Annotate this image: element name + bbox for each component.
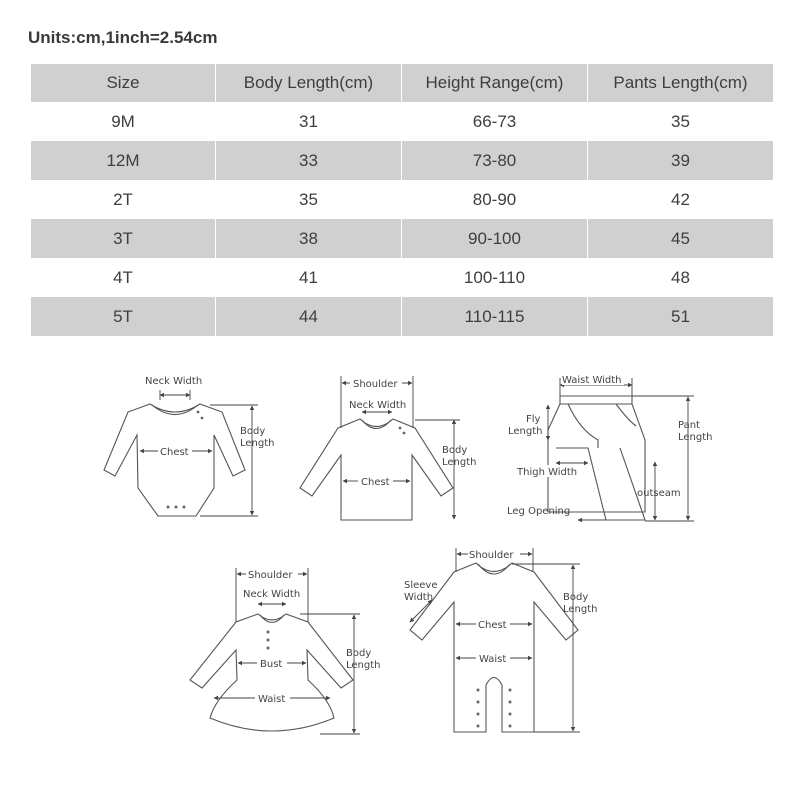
- romper-body-label: Body: [563, 592, 589, 603]
- shirt-length-label: Length: [442, 457, 477, 468]
- romper-sleeve-label: Sleeve: [404, 580, 438, 591]
- table-header-row: [31, 64, 774, 102]
- header-height-range: Height Range(cm): [402, 64, 588, 102]
- cell-body-length: 38: [216, 219, 402, 258]
- dress-length-label: Length: [346, 660, 381, 671]
- pants-fly-length-label: Length: [508, 426, 543, 437]
- cell-pants-length: 45: [588, 219, 774, 258]
- bodysuit-neck-width-label: Neck Width: [145, 376, 203, 387]
- cell-body-length: 31: [216, 102, 402, 141]
- table-row: [31, 297, 774, 336]
- cell-height-range: 80-90: [402, 180, 588, 219]
- table-row: [31, 141, 774, 180]
- pants-thigh-width-label: Thigh Width: [517, 467, 578, 478]
- dress-bust-label: Bust: [260, 659, 283, 670]
- shirt-diagram: [300, 376, 477, 520]
- bodysuit-body-label: Body: [240, 426, 266, 437]
- measurement-diagrams: [0, 360, 800, 800]
- dress-neck-width-label: Neck Width: [243, 589, 301, 600]
- pants-pant-length-label: Length: [678, 432, 713, 443]
- pants-pant-label: Pant: [678, 420, 700, 431]
- table-row: [31, 258, 774, 297]
- shirt-chest-label: Chest: [361, 477, 390, 488]
- pants-fly-label: Fly: [526, 414, 541, 425]
- cell-body-length: 44: [216, 297, 402, 336]
- cell-pants-length: 42: [588, 180, 774, 219]
- bodysuit-length-label: Length: [240, 438, 275, 449]
- cell-size: 2T: [31, 180, 216, 219]
- header-pants-length: Pants Length(cm): [588, 64, 774, 102]
- shirt-shoulder-label: Shoulder: [353, 379, 398, 390]
- cell-height-range: 100-110: [402, 258, 588, 297]
- table-row: [31, 102, 774, 141]
- dress-shoulder-label: Shoulder: [248, 570, 293, 581]
- romper-waist-label: Waist: [479, 654, 507, 665]
- pants-waist-width-label: Waist Width: [562, 375, 622, 386]
- pants-outseam-label: outseam: [637, 488, 681, 499]
- dress-diagram: [190, 568, 381, 734]
- romper-chest-label: Chest: [478, 620, 507, 631]
- cell-pants-length: 51: [588, 297, 774, 336]
- cell-pants-length: 48: [588, 258, 774, 297]
- cell-height-range: 73-80: [402, 141, 588, 180]
- cell-size: 5T: [31, 297, 216, 336]
- cell-height-range: 110-115: [402, 297, 588, 336]
- cell-body-length: 35: [216, 180, 402, 219]
- shirt-neck-width-label: Neck Width: [349, 400, 407, 411]
- romper-length-label: Length: [563, 604, 598, 615]
- romper-width-label: Width: [404, 592, 434, 603]
- cell-body-length: 41: [216, 258, 402, 297]
- cell-height-range: 90-100: [402, 219, 588, 258]
- dress-body-label: Body: [346, 648, 372, 659]
- header-size: Size: [31, 64, 216, 102]
- pants-leg-opening-label: Leg Opening: [507, 506, 571, 517]
- header-body-length: Body Length(cm): [216, 64, 402, 102]
- cell-size: 9M: [31, 102, 216, 141]
- bodysuit-chest-label: Chest: [160, 447, 189, 458]
- dress-waist-label: Waist: [258, 694, 286, 705]
- units-note: Units:cm,1inch=2.54cm: [28, 28, 218, 47]
- cell-size: 12M: [31, 141, 216, 180]
- table-row: [31, 180, 774, 219]
- shirt-body-label: Body: [442, 445, 468, 456]
- cell-pants-length: 35: [588, 102, 774, 141]
- cell-pants-length: 39: [588, 141, 774, 180]
- cell-size: 3T: [31, 219, 216, 258]
- cell-body-length: 33: [216, 141, 402, 180]
- romper-shoulder-label: Shoulder: [469, 550, 514, 561]
- cell-height-range: 66-73: [402, 102, 588, 141]
- pants-diagram: [507, 374, 713, 521]
- romper-diagram: [404, 548, 598, 732]
- table-row: [31, 219, 774, 258]
- cell-size: 4T: [31, 258, 216, 297]
- size-chart-table: [30, 64, 774, 336]
- bodysuit-diagram: [104, 376, 275, 516]
